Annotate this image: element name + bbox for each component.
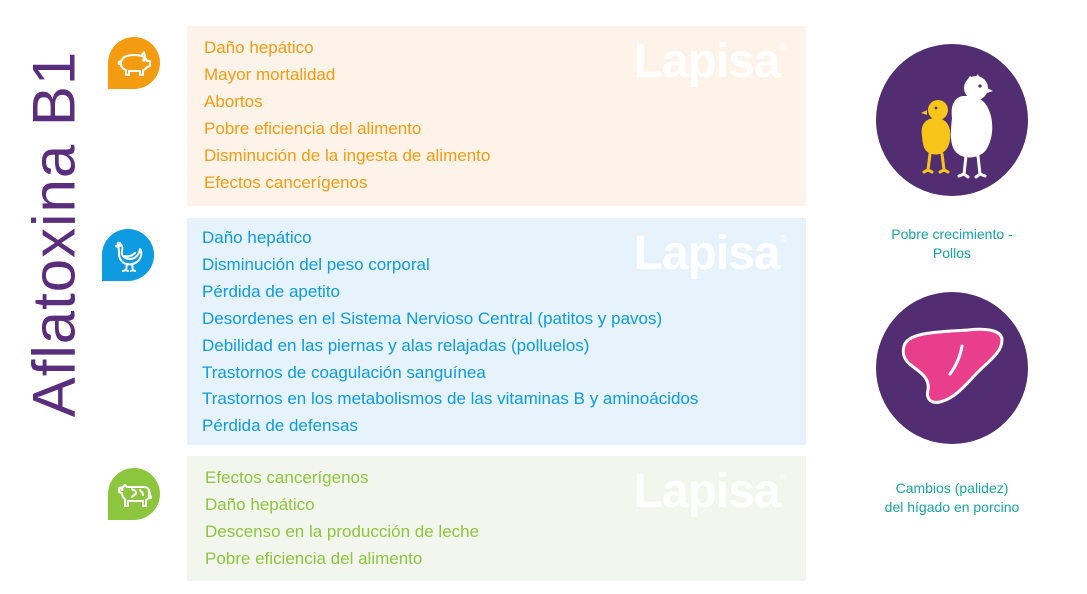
list-item: Efectos cancerígenos bbox=[204, 172, 368, 192]
pig-icon bbox=[114, 43, 154, 83]
list-item: Daño hepático bbox=[204, 38, 314, 57]
chicken-effects-panel bbox=[187, 218, 806, 445]
list-item: Abortos bbox=[204, 91, 263, 111]
list-item: Pérdida de defensas bbox=[202, 416, 358, 436]
list-item: Disminución del peso corporal bbox=[202, 254, 430, 274]
cow-badge bbox=[108, 468, 160, 520]
list-item: Daño hepático bbox=[205, 494, 315, 514]
list-item: Efectos cancerígenos bbox=[205, 468, 369, 487]
list-item: Descenso en la producción de leche bbox=[205, 521, 480, 541]
chicken-icon bbox=[108, 235, 148, 275]
list-item: Mayor mortalidad bbox=[204, 64, 336, 84]
list-item: Trastornos de coagulación sanguínea bbox=[202, 362, 486, 382]
watermark-logo: Lapisa® bbox=[633, 35, 786, 88]
list-item: Daño hepático bbox=[202, 228, 312, 247]
list-item: Pérdida de apetito bbox=[202, 281, 340, 301]
pig-effects-panel bbox=[187, 26, 806, 206]
liver-icon bbox=[890, 306, 1014, 430]
list-item: Pobre eficiencia del alimento bbox=[205, 548, 423, 568]
list-item: Desordenes en el Sistema Nervioso Central (patitos y pavos) bbox=[202, 308, 663, 328]
list-item: Debilidad en las piernas y alas relajadas (polluelos) bbox=[202, 335, 590, 355]
cow-icon bbox=[114, 474, 154, 514]
list-item: Disminución de la ingesta de alimento bbox=[204, 145, 491, 165]
chickens-caption-line2: Pollos bbox=[932, 245, 972, 261]
list-item: Pobre eficiencia del alimento bbox=[204, 118, 422, 138]
chickens-caption-line1: Pobre crecimiento - bbox=[891, 226, 1013, 242]
liver-caption-line2: del hígado en porcino bbox=[884, 499, 1020, 515]
pig-badge bbox=[108, 37, 160, 89]
watermark-logo: Lapisa® bbox=[633, 465, 786, 518]
chickens-circle bbox=[876, 44, 1028, 196]
watermark-logo: Lapisa® bbox=[633, 227, 786, 280]
cow-effects-list bbox=[205, 465, 806, 573]
liver-caption-line1: Cambios (palidez) bbox=[895, 480, 1009, 496]
list-item: Trastornos en los metabolismos de las vitaminas B y aminoácidos bbox=[202, 389, 699, 409]
page-title: Aflatoxina B1 bbox=[20, 50, 88, 418]
chickens-icon bbox=[890, 58, 1014, 182]
chicken-badge bbox=[102, 229, 154, 281]
liver-circle bbox=[876, 292, 1028, 444]
chicken-effects-list bbox=[202, 225, 806, 440]
cow-effects-panel bbox=[187, 456, 806, 581]
pig-effects-list bbox=[204, 35, 806, 196]
